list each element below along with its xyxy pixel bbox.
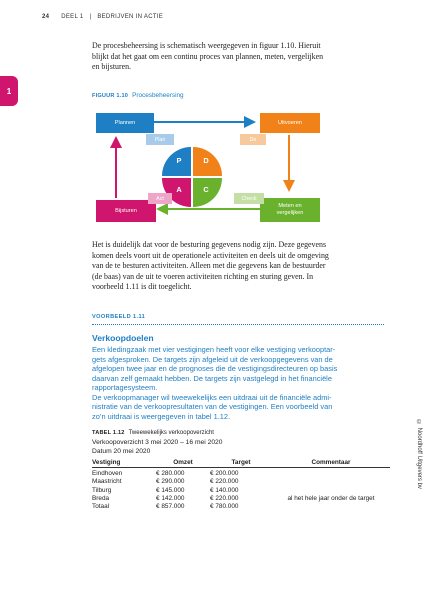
cell-target: € 220.000 — [210, 494, 239, 502]
process-diagram — [92, 110, 337, 228]
figure-caption — [92, 92, 184, 99]
bijsturen-label: Bijsturen — [115, 207, 137, 214]
cell-vestiging: Tilburg — [92, 486, 112, 494]
table-header-row — [92, 459, 390, 468]
example-line: zo’n uitdraai is weergegeven in tabel 1.12. — [92, 411, 231, 421]
intro-paragraph — [92, 41, 382, 73]
cell-omzet: € 857.000 — [156, 503, 185, 511]
cell-vestiging: Breda — [92, 494, 110, 502]
col-header-omzet: Omzet — [156, 459, 210, 468]
col-header-target: Target — [210, 459, 272, 468]
example-line: gets afgesproken. De targets zijn afgeleid uit de verkoopgegevens van de — [92, 354, 333, 364]
table-caption — [92, 430, 214, 436]
cell-omzet: € 280.000 — [156, 470, 185, 477]
table-row — [92, 487, 390, 495]
example-line: nistratie van de verkoopresultaten van de vestigingen. Een voorbeeld van — [92, 402, 333, 411]
example-line: afgelopen twee jaar en de prognoses die de vestigingsdirecteuren op basis — [92, 364, 338, 373]
cell-vestiging: Totaal — [92, 503, 110, 511]
intro-line: blijkt dat het gaat om een continu proces van plannen, meten, vergelijken — [92, 51, 324, 61]
table-date: Datum 20 mei 2020 — [92, 448, 151, 455]
table-row — [92, 468, 390, 479]
pdca-p-letter: P — [176, 155, 182, 165]
page-number: 24 — [42, 14, 50, 20]
cell-commentaar: al het hele jaar onder de target — [287, 494, 375, 502]
figure-number: FIGUUR 1.10 — [92, 93, 129, 99]
body-line: (de baas) van de uit te voeren activiteiten richting en sturing geven. In — [92, 271, 314, 281]
body-line: van de te besturen activiteiten. Alleen met die gegevens kan de bestuurder — [92, 261, 326, 270]
cell-target: € 780.000 — [210, 503, 239, 511]
plannen-label: Plannen — [114, 119, 136, 126]
check-tag: Check — [234, 193, 264, 204]
cell-omzet: € 145.000 — [156, 486, 185, 494]
bijsturen-box — [96, 200, 156, 222]
example-line: rapportagesysteem. — [92, 383, 158, 392]
uitvoeren-box — [260, 113, 320, 133]
page-header — [42, 14, 163, 20]
example-label: VOORBEELD 1.11 — [92, 314, 146, 320]
pdca-d-letter: D — [203, 155, 209, 165]
example-line: Een kledingzaak met vier vestigingen heeft voor elke vestiging verkooptar- — [92, 345, 336, 354]
example-line: De verkoopmanager wil tweewekelijks een uitdraai uit de financiële admi- — [92, 392, 332, 402]
cell-target: € 140.000 — [210, 486, 239, 494]
intro-line: en bijsturen. — [92, 62, 132, 72]
pdca-c-letter: C — [203, 184, 209, 194]
sales-table — [92, 459, 390, 511]
body-paragraph — [92, 240, 387, 293]
meten-label-line1: Meten en — [278, 203, 302, 209]
body-line: komen deels voort uit de operationele activiteiten en deels uit de omgeving — [92, 250, 329, 260]
uitvoeren-label: Uitvoeren — [278, 119, 302, 126]
table-row — [92, 495, 390, 503]
body-line: voorbeeld 1.11 is dit toegelicht. — [92, 282, 192, 291]
plan-tag: Plan — [146, 134, 174, 145]
col-header-vestiging: Vestiging — [92, 459, 156, 468]
table-title: Tweewekelijks verkoopoverzicht — [128, 430, 214, 436]
cell-omzet: € 290.000 — [156, 478, 185, 486]
do-tag: Do — [240, 134, 266, 145]
table-row — [92, 503, 390, 511]
example-divider — [92, 324, 384, 325]
body-line: Het is duidelijk dat voor de besturing gegevens nodig zijn. Deze gegevens — [92, 240, 327, 249]
section-title: BEDRIJVEN IN ACTIE — [97, 14, 164, 20]
act-tag: Act — [148, 193, 172, 204]
table-row — [92, 478, 390, 486]
cell-commentaar — [272, 478, 390, 486]
header-separator: | — [89, 14, 92, 20]
plannen-box — [96, 113, 154, 133]
figure-title: Procesbeheersing — [132, 92, 184, 99]
pdca-a-letter: A — [176, 184, 182, 194]
cell-target: € 220.000 — [210, 478, 239, 486]
cell-vestiging: Maastricht — [92, 478, 122, 486]
cell-commentaar — [272, 468, 390, 479]
table-number: TABEL 1.12 — [92, 430, 125, 436]
meten-box — [260, 198, 320, 222]
example-body — [92, 345, 392, 421]
table-period: Verkoopoverzicht 3 mei 2020 – 16 mei 2020 — [92, 439, 223, 446]
copyright-notice: © Noordhoff Uitgevers bv — [416, 420, 422, 489]
example-title: Verkoopdoelen — [92, 333, 154, 343]
cell-vestiging: Eindhoven — [92, 470, 123, 477]
section-label: DEEL 1 — [61, 14, 84, 20]
cell-commentaar — [272, 503, 390, 511]
col-header-commentaar: Commentaar — [272, 459, 390, 468]
intro-line: De procesbeheersing is schematisch weergegeven in figuur 1.10. Hieruit — [92, 41, 321, 50]
cell-target: € 200.000 — [210, 470, 239, 477]
cell-omzet: € 142.000 — [156, 494, 185, 502]
meten-label-line2: vergelijken — [276, 210, 304, 216]
example-line: daarvan zelf gemaakt hebben. De targets zijn vastgelegd in het financiële — [92, 373, 332, 383]
chapter-tab: 1 — [0, 76, 18, 106]
cell-commentaar — [272, 487, 390, 495]
